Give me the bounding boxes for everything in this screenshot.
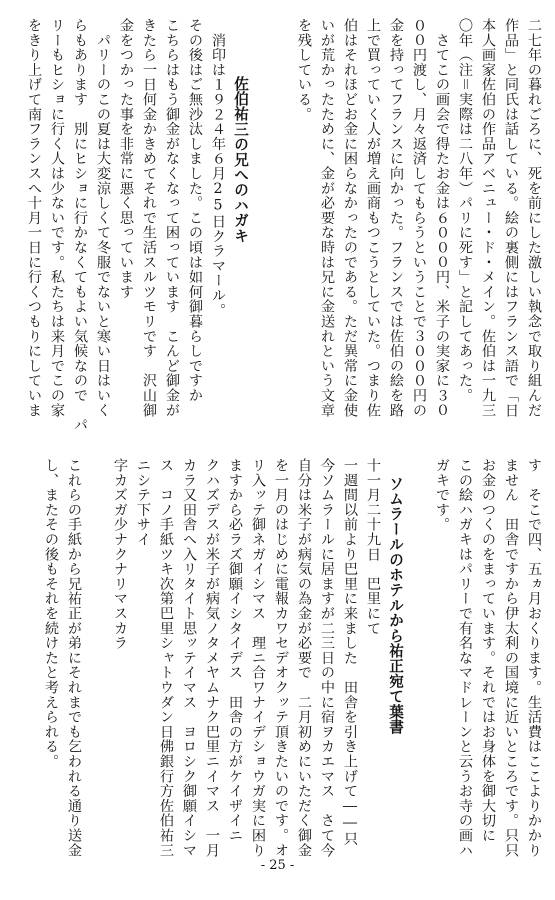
text-line: 一週間以前より巴里に来ました 田舎を引き上げて――只 bbox=[342, 458, 358, 847]
text-line: ニシテ下サイ bbox=[135, 458, 151, 547]
text-line: こちらはもう御金がなくなって困っています こんど御金が bbox=[164, 18, 180, 418]
text-line: カラ又田舎へ入リタイト思ッテイマス ヨロシク御願イシマ bbox=[181, 458, 197, 858]
text-line: 本人画家佐伯の作品アベニュー・ド・メイン。佐伯は一九三 bbox=[480, 18, 496, 418]
text-line: リーもヒショに行く人は少ないです。私たちは来月でこの家 bbox=[49, 18, 65, 418]
text-line: その後はご無沙汰しました。この頃は如何御暮らしですか bbox=[187, 18, 203, 403]
top-text-block bbox=[0, 18, 555, 443]
text-line: 金を持ってフランスに向かった。フランスでは佐伯の絵を路 bbox=[388, 18, 404, 418]
text-line: この絵ハガキはパリーで有名なマドレーンと云うお寺の画ハ bbox=[457, 458, 473, 858]
bottom-text-block bbox=[0, 458, 555, 863]
text-line: 作品」と同氏は話している。絵の裏側にはフランス語で「日 bbox=[503, 18, 519, 418]
text-line: 上で買っていく人が増え画商もつこうとしていた。つまり佐 bbox=[365, 18, 381, 418]
text-line: 十一月二十九日 巴里にて bbox=[365, 458, 381, 636]
text-line: 消印は１９２４年６月25日クラマール。 bbox=[210, 18, 226, 318]
text-line: ００円渡し、月々返済してもらうということで３０００円の bbox=[411, 18, 427, 418]
text-line: さてこの画会で得たお金は６０００円、米子の実家に３０ bbox=[434, 18, 450, 418]
blank-line bbox=[84, 458, 109, 863]
text-line: をきり上げて南フランスへ十月一日に行くつもりにしていま bbox=[26, 18, 42, 418]
text-line: ス コノ手紙ツキ次第巴里シャトウダン日佛銀行方佐伯祐三 bbox=[158, 458, 174, 858]
text-line: し、またその後もそれを続けたと考えられる。 bbox=[43, 458, 59, 769]
page-number: - 25 - bbox=[260, 858, 295, 873]
text-line: お金のつくのをまっています。それではお身体を御大切に bbox=[480, 458, 496, 843]
text-line: 自分は米子が病気の為金が必要で 二月初めにいただく御金 bbox=[296, 458, 312, 858]
text-line: を残している。 bbox=[296, 18, 312, 122]
text-line: 字カズガ少ナクナリマスカラ bbox=[112, 458, 128, 651]
text-line: 伯はそれほどお金に困らなかったのである。ただ異常に金使 bbox=[342, 18, 358, 418]
blank-line bbox=[406, 458, 431, 863]
text-line: ガキです。 bbox=[434, 458, 450, 532]
text-line: 金をつかった事を非常に悪く思っています bbox=[118, 18, 134, 300]
section-heading: 佐伯祐三の兄へのハガキ bbox=[232, 76, 249, 244]
text-line: を一月のはじめに電報カワセデオクッテ頂きたいのです。オ bbox=[273, 458, 289, 858]
text-line: ますから必ラズ御願イシタイデス 田舎の方がケイザイニ bbox=[227, 458, 243, 843]
text-line: いが荒かったために、金が必要な時は兄に金送れという文章 bbox=[319, 18, 335, 418]
text-line: クハズデスが米子が病気ノタメヤムナク巴里ニイマス 一月 bbox=[204, 458, 220, 858]
text-line: リ入ッテ御ネガイシマス 理ニ合ワナイデショウガ実に困り bbox=[250, 458, 266, 858]
text-line: これらの手紙から兄祐正が弟にそれまでも乞われる通り送金 bbox=[66, 458, 82, 858]
text-line: きたら一日何金かきめてそれで生活スルツモリです 沢山御 bbox=[141, 18, 157, 418]
text-line: パリーのこの夏は大変涼しくて冬服でないと寒い日はいく bbox=[95, 18, 111, 418]
text-line: 今ソムラールに居ますが二三日の中に宿ヲカエマス さて今 bbox=[319, 458, 335, 858]
text-line: らもあります 別にヒショに行かなくてもよい気候なので パ bbox=[72, 18, 88, 433]
text-line: 〇年（注＝実際は二八年）パリに死す」と記してあった。 bbox=[457, 18, 473, 403]
blank-line bbox=[268, 18, 293, 443]
text-line: 二七年の暮れごろに、死を前にした激しい執念で取り組んだ bbox=[526, 18, 542, 418]
text-line: す そこで四、五ヵ月おくります。生活費はここよりかかり bbox=[526, 458, 542, 858]
text-line: ません 田舎ですから伊太利の国境に近いところです。只只 bbox=[503, 458, 519, 858]
section-heading: ソムラールのホテルから祐正宛て葉書 bbox=[387, 476, 404, 735]
